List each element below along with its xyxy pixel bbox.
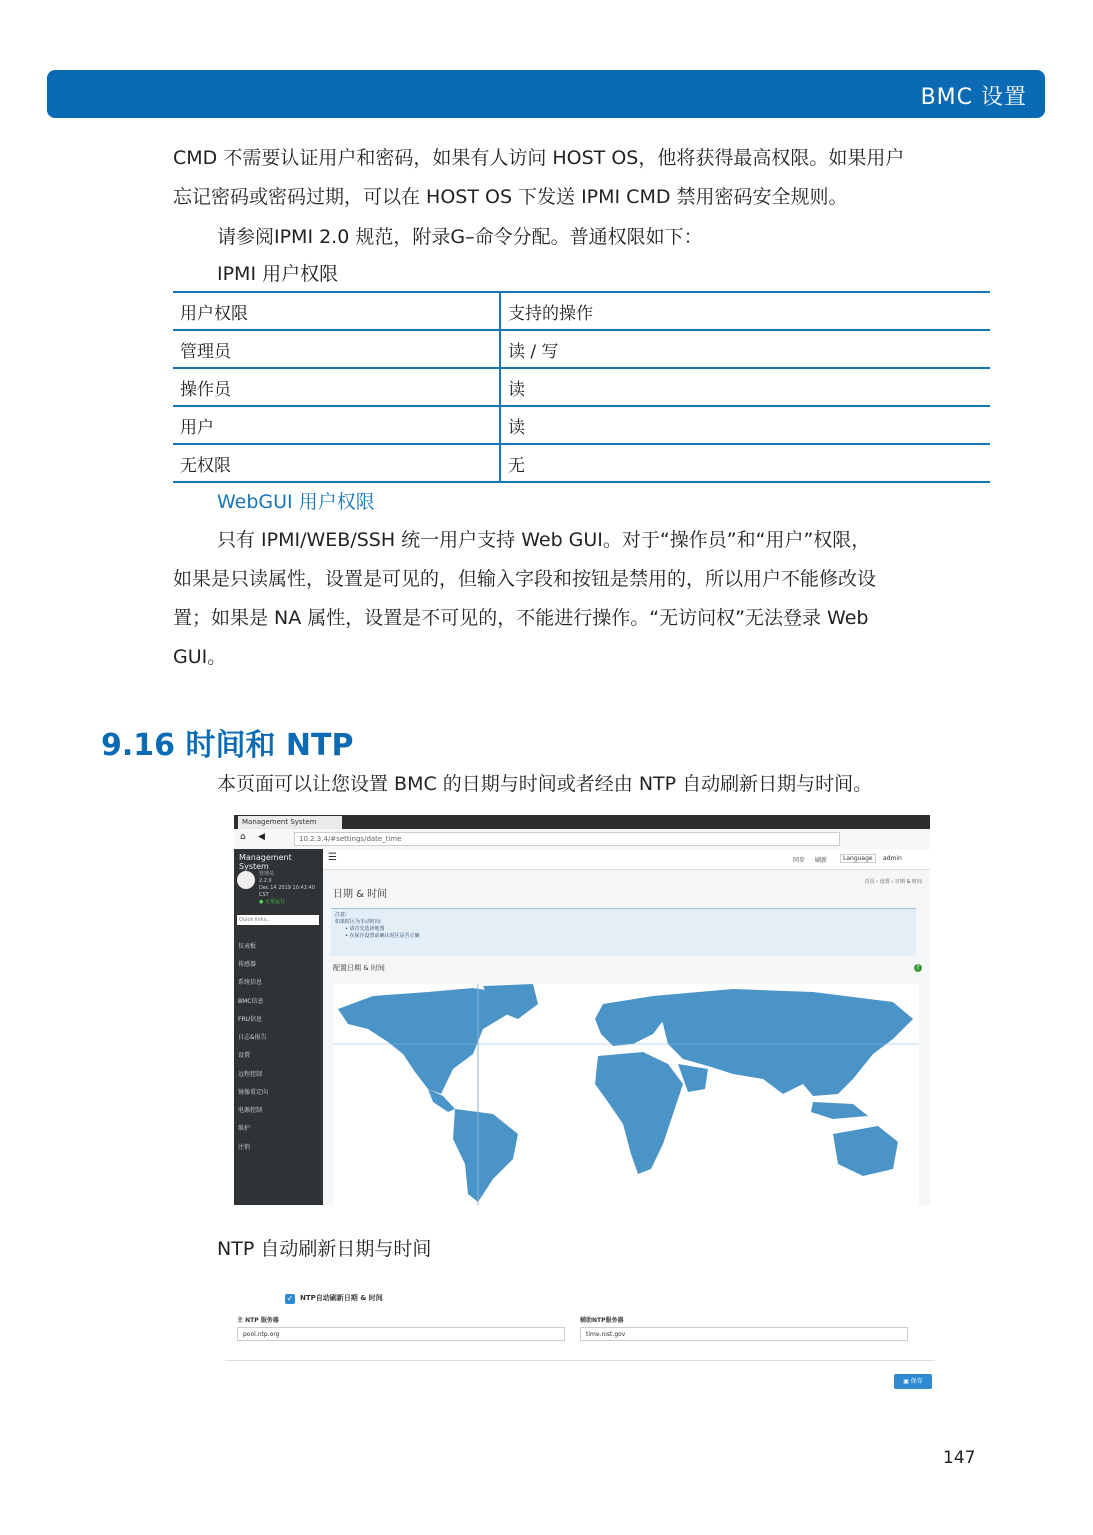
table-cell: 管理员 [173,330,500,368]
sidebar-item: FRU信息 [238,1016,263,1023]
topnav-user: admin [883,855,902,862]
table-header-row [173,292,990,330]
table-caption: IPMI 用户权限 [217,263,339,285]
webgui-subheading: WebGUI 用户权限 [217,491,375,513]
intro-line-1: CMD 不需要认证用户和密码，如果有人访问 HOST OS，他将获得最高权限。如果用户 [173,147,905,169]
webgui-line-2: 如果是只读属性，设置是可见的，但输入字段和按钮是禁用的，所以用户不能修改设 [173,568,877,590]
section-heading: 9.16 时间和 NTP [101,728,354,763]
table-header-cell: 支持的操作 [500,292,990,330]
ntp-screenshot [225,1282,935,1392]
app-brand: Management System [239,853,292,871]
intro-line-2: 忘记密码或密码过期，可以在 HOST OS 下发送 IPMI CMD 禁用密码安全规则。 [173,186,848,208]
privilege-table [173,291,990,483]
sidebar-item: 电源控制 [238,1107,263,1114]
webgui-line-3: 置；如果是 NA 属性，设置是不可见的，不能进行操作。“无访问权”无法登录 Web [173,607,869,629]
ntp-caption: NTP 自动刷新日期与时间 [217,1238,432,1260]
user-line: Dec 14 2019 10:42:40 CST [259,885,315,898]
sidebar-item: 设置 [238,1052,251,1059]
url-field: 10.2.3.4/#settings/date_time [294,832,840,846]
browser-toolbar [234,829,930,850]
user-line: 2.2.0 [259,878,272,884]
avatar [237,871,255,889]
primary-ntp-input[interactable]: pool.ntp.org [237,1327,565,1341]
notice-line: • 在保存设置前确认时区是否正确 [345,933,420,939]
sidebar-item: BMC信息 [238,998,264,1005]
save-button[interactable] [894,1374,932,1389]
table-cell: 无 [500,444,990,482]
quick-links-input: Quick links... [237,915,319,925]
secondary-ntp-label: 辅助NTP服务器 [580,1317,624,1324]
section-description: 本页面可以让您设置 BMC 的日期与时间或者经由 NTP 自动刷新日期与时间。 [217,773,873,795]
save-icon: ▣ [903,1378,911,1385]
page-heading: 日期 & 时间 [333,889,388,900]
world-map-icon [333,984,919,1205]
table-header-cell: 用户权限 [173,292,500,330]
table-cell: 操作员 [173,368,500,406]
header-bar [47,70,1045,118]
sidebar-item: 仪表板 [238,943,257,950]
sidebar-item: 维护 [238,1125,251,1132]
secondary-ntp-input[interactable]: time.nist.gov [580,1327,908,1341]
app-topnav [323,849,930,870]
back-icon: ◀ [258,832,265,842]
notice-line: 注意: [335,912,347,918]
primary-ntp-label: 主 NTP 服务器 [237,1317,279,1324]
sidebar-item: 传感器 [238,961,257,968]
sidebar-item: 镜像重定向 [238,1089,269,1096]
notice-line: • 请首先选择地图 [345,926,385,932]
table-cell: 用户 [173,406,500,444]
table-row [173,406,990,444]
help-icon: ? [914,964,922,972]
webgui-line-4: GUI。 [173,646,227,668]
table-row [173,330,990,368]
datetime-screenshot [234,815,930,1205]
sidebar-item: 系统信息 [238,979,263,986]
table-cell: 读 [500,368,990,406]
notice-box [331,908,916,956]
user-line: ● 正常运行 [259,899,285,905]
header-title: BMC 设置 [920,85,1027,110]
table-cell: 读 [500,406,990,444]
world-map [333,984,919,1205]
sidebar-item: 注销 [238,1144,251,1151]
breadcrumb: 首页 › 设置 › 日期 & 时间 [864,879,922,885]
ntp-checkbox-label: NTP自动刷新日期 & 时间 [300,1294,383,1302]
menu-icon: ☰ [328,852,337,863]
app-content [323,870,930,1205]
app-sidebar [234,849,323,1205]
browser-tab: Management System [238,816,342,829]
browser-tabbar [234,815,930,829]
sidebar-item: 日志&报告 [238,1034,267,1041]
webgui-line-1: 只有 IPMI/WEB/SSH 统一用户支持 Web GUI。对于“操作员”和“用户”权限， [217,529,871,551]
save-label: 保存 [910,1378,923,1385]
sidebar-item: 远程控制 [238,1071,263,1078]
panel-title: 配置日期 & 时间 [333,964,385,972]
table-cell: 读 / 写 [500,330,990,368]
ntp-checkbox[interactable]: ✓ [286,1294,294,1303]
table-row [173,444,990,482]
language-select: Language [840,854,876,863]
divider [225,1360,935,1361]
notice-line: 如果时区为手动时间: [335,919,382,925]
topnav-refresh: 刷新 [815,857,828,864]
topnav-sync: 同步 [793,857,806,864]
home-icon: ⌂ [240,832,246,842]
table-row [173,368,990,406]
page-number: 147 [943,1448,976,1468]
table-cell: 无权限 [173,444,500,482]
user-line: 管理员 [259,871,275,877]
intro-line-3: 请参阅IPMI 2.0 规范，附录G–命令分配。普通权限如下： [217,226,703,248]
user-info [259,871,323,906]
